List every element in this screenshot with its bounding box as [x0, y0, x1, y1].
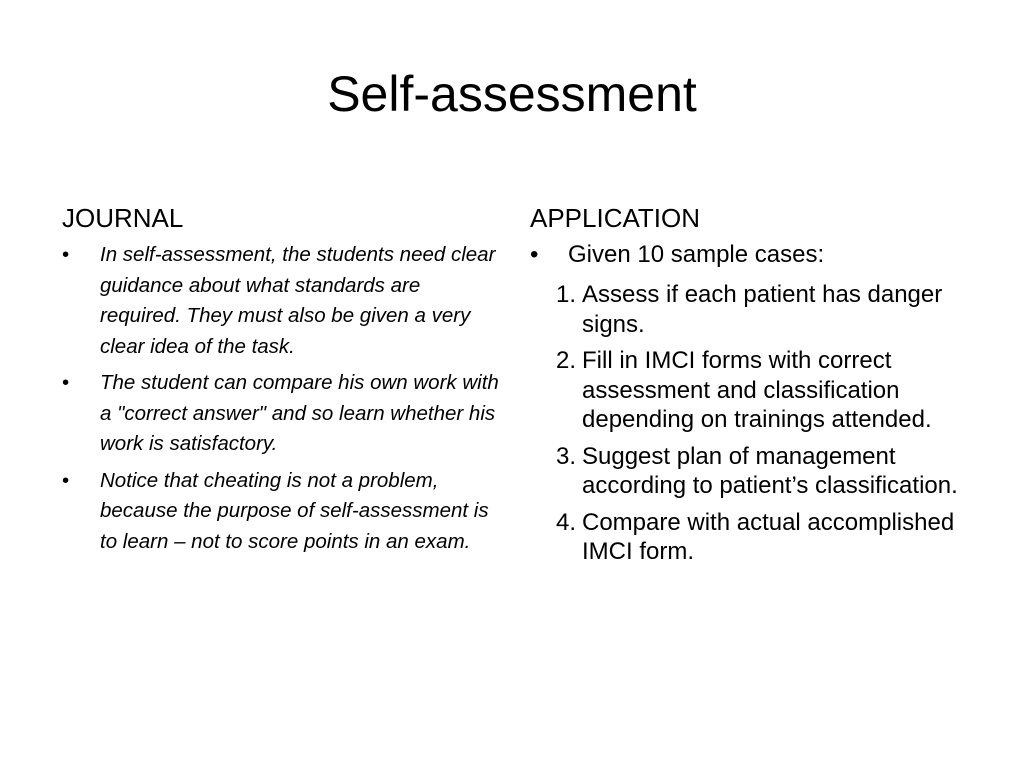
- step-item: [530, 346, 970, 435]
- step-item: [530, 280, 970, 339]
- slide-title: Self-assessment: [327, 66, 697, 122]
- journal-item-text: The student can compare his own work with a "correct answer" and so learn whether his work is satisfactory.: [100, 371, 499, 455]
- journal-list: [62, 240, 502, 557]
- application-intro: [530, 240, 970, 270]
- bullet-icon: •: [530, 241, 539, 268]
- bullet-icon: •: [62, 243, 70, 266]
- journal-item: [62, 240, 502, 362]
- step-item: [530, 508, 970, 567]
- step-item: [530, 442, 970, 501]
- application-column: [530, 200, 970, 574]
- step-text: Suggest plan of management according to patient’s classification.: [582, 442, 958, 499]
- journal-item: [62, 466, 502, 558]
- journal-item: [62, 368, 502, 460]
- bullet-icon: •: [62, 371, 70, 394]
- step-text: Fill in IMCI forms with correct assessment and classification depending on trainings attended.: [582, 347, 932, 433]
- journal-heading: JOURNAL: [62, 203, 184, 233]
- application-heading: APPLICATION: [530, 203, 701, 233]
- journal-column: [62, 200, 502, 563]
- step-number: 1.: [556, 281, 577, 308]
- application-intro-text: Given 10 sample cases:: [568, 241, 825, 268]
- application-steps: [530, 280, 970, 567]
- step-number: 3.: [556, 442, 577, 470]
- step-number: 2.: [556, 347, 577, 374]
- step-number: 4.: [556, 508, 577, 536]
- step-text: Compare with actual accomplished IMCI form.: [582, 508, 955, 565]
- step-text: Assess if each patient has danger signs.: [582, 281, 943, 338]
- journal-item-text: In self-assessment, the students need clear guidance about what standards are required. They must also be given a very clear idea of the task.: [100, 243, 496, 358]
- journal-item-text: Notice that cheating is not a problem, because the purpose of self-assessment is to learn – not to score points in an exam.: [100, 468, 489, 553]
- bullet-icon: •: [62, 468, 70, 492]
